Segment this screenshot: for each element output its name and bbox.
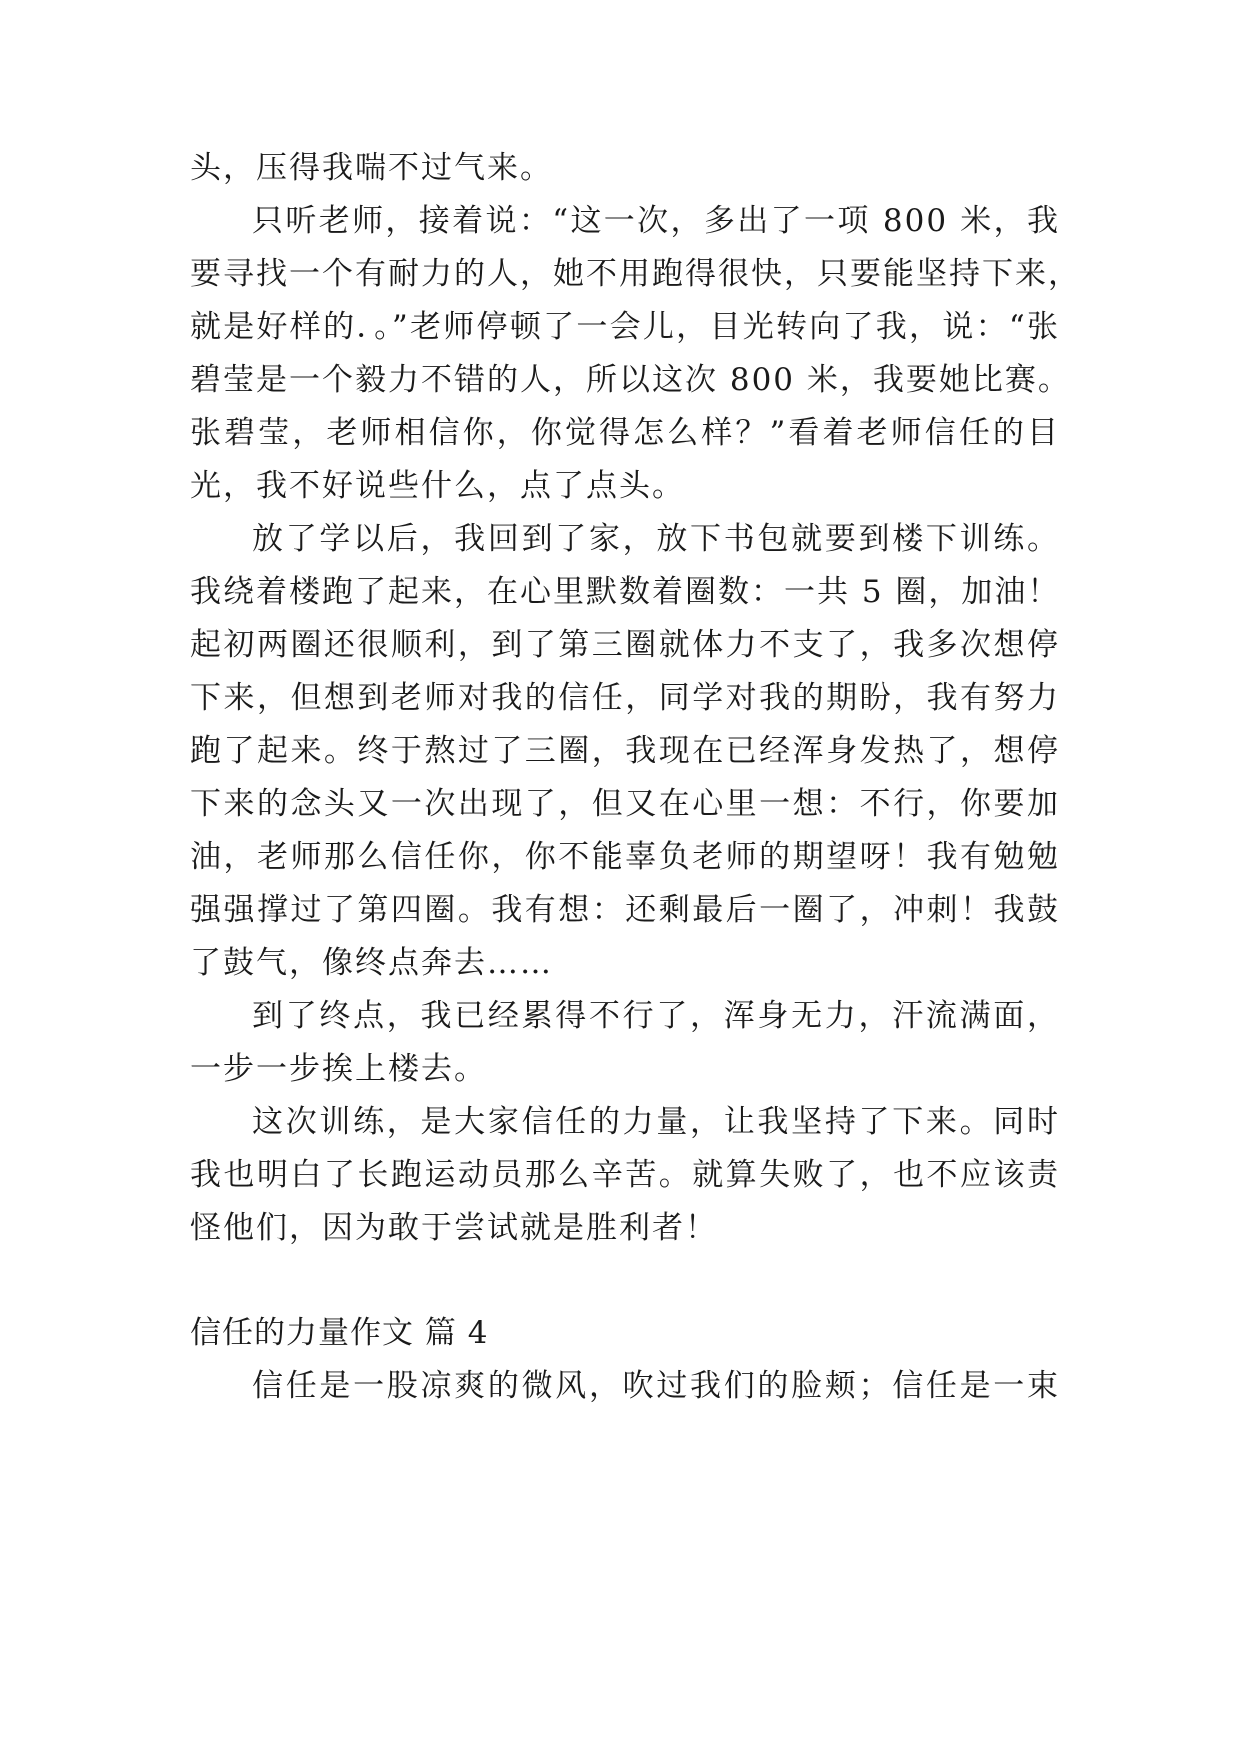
text-line: 一步一步挨上楼去。	[190, 1051, 487, 1087]
text-line: 下来，但想到老师对我的信任，同学对我的期盼，我有努力	[190, 680, 1060, 716]
text-line: 张碧莹，老师相信你，你觉得怎么样？”看着老师信任的目	[190, 415, 1060, 451]
text-line: 就是好样的．。”老师停顿了一会儿，目光转向了我，说：“张	[190, 309, 1060, 345]
section-heading: 信任的力量作文 篇 4	[190, 1315, 489, 1351]
text-line: 油，老师那么信任你，你不能辜负老师的期望呀！我有勉勉	[190, 839, 1060, 875]
text-line: 光，我不好说些什么，点了点头。	[190, 468, 685, 504]
text-line: 跑了起来。终于熬过了三圈，我现在已经浑身发热了，想停	[190, 733, 1060, 769]
text-line: 下来的念头又一次出现了，但又在心里一想：不行，你要加	[190, 786, 1060, 822]
text-line: 怪他们，因为敢于尝试就是胜利者！	[190, 1210, 718, 1246]
text-line: 这次训练，是大家信任的力量，让我坚持了下来。同时	[252, 1104, 1060, 1140]
text-line: 放了学以后，我回到了家，放下书包就要到楼下训练。	[252, 521, 1060, 557]
text-line: 碧莹是一个毅力不错的人，所以这次 800 米，我要她比赛。	[190, 362, 1071, 398]
text-line: 要寻找一个有耐力的人，她不用跑得很快，只要能坚持下来，	[190, 256, 1081, 292]
text-line: 到了终点，我已经累得不行了，浑身无力，汗流满面，	[252, 998, 1060, 1034]
text-line: 强强撑过了第四圈。我有想：还剩最后一圈了，冲刺！我鼓	[190, 892, 1060, 928]
text-line: 我也明白了长跑运动员那么辛苦。就算失败了，也不应该责	[190, 1157, 1060, 1193]
text-line: 信任是一股凉爽的微风，吹过我们的脸颊；信任是一束	[252, 1368, 1060, 1404]
text-line: 了鼓气，像终点奔去……	[190, 945, 553, 981]
text-line: 我绕着楼跑了起来，在心里默数着圈数：一共 5 圈，加油！	[190, 574, 1061, 610]
text-line: 头，压得我喘不过气来。	[190, 150, 553, 186]
text-line: 起初两圈还很顺利，到了第三圈就体力不支了，我多次想停	[190, 627, 1060, 663]
text-line: 只听老师，接着说：“这一次，多出了一项 800 米，我	[252, 203, 1060, 239]
